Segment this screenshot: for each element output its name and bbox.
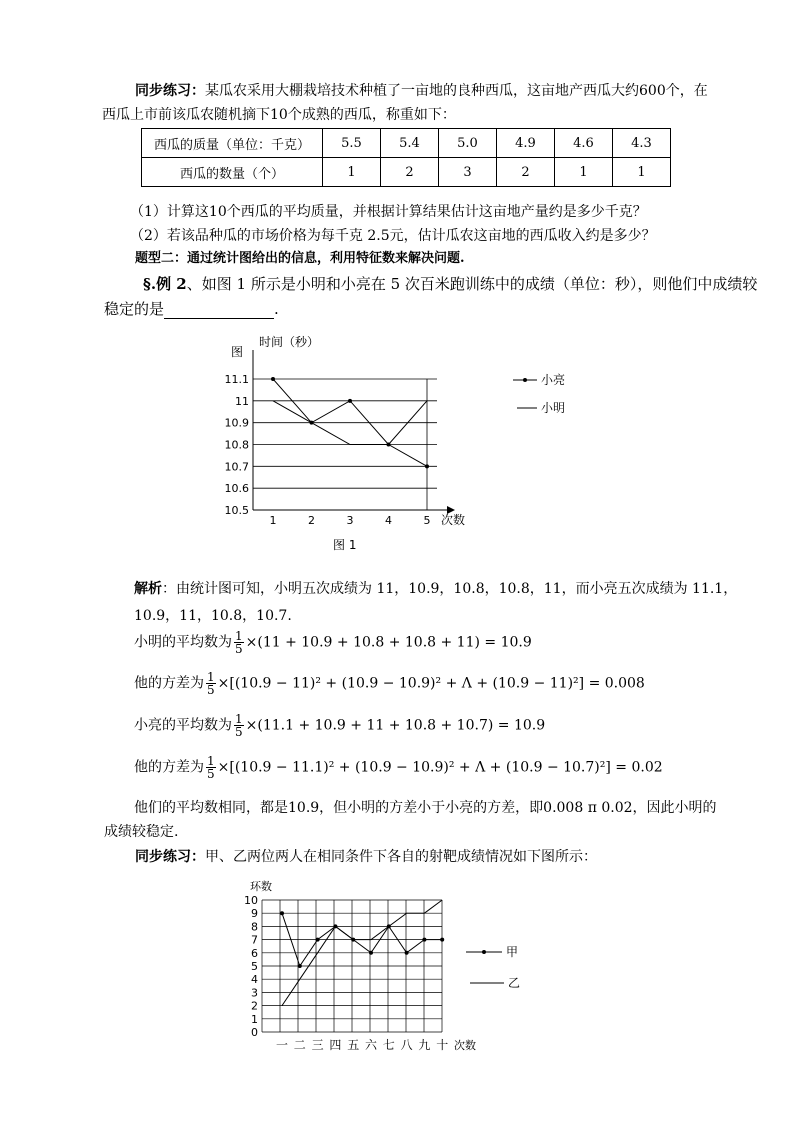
chart2-x-tick-label: 二	[293, 1038, 306, 1052]
chart2-point	[405, 951, 409, 955]
example2-end: .	[274, 300, 279, 318]
chart1-point	[271, 377, 275, 381]
chart2-y-tick-label: 4	[251, 973, 258, 987]
chart1-y-tick-label: 10.6	[224, 482, 249, 496]
chart1-grid	[253, 379, 437, 510]
chart2-x-tick-label: 四	[329, 1038, 342, 1052]
conclusion-line2: 成绩较稳定.	[104, 824, 179, 840]
chart2-y-tick-label: 1	[251, 1012, 258, 1026]
chart2-x-tick-label: 五	[347, 1038, 360, 1052]
conclusion-line1: 他们的平均数相同，都是10.9，但小明的方差小于小亮的方差，即0.008 π 0.02，因此小明的	[134, 800, 717, 816]
formula-3	[134, 713, 545, 738]
formula-2	[134, 671, 645, 696]
practice2-text: 甲、乙两位两人在相同条件下各自的射靶成绩情况如下图所示：	[205, 849, 597, 865]
formula-2-body: ×[(10.9 − 11)² + (10.9 − 10.9)² + Λ + (10.9 − 11)²] = 0.008	[217, 675, 645, 692]
chart2-point	[280, 911, 284, 915]
legend-label-jia: 甲	[506, 945, 519, 959]
chart2-x-tick-label: 三	[311, 1038, 324, 1052]
chart-figure-2	[240, 876, 540, 1056]
practice1-text1: 某瓜农采用大棚栽培技术种植了一亩地的良种西瓜，这亩地产西瓜大约600个，在	[205, 83, 708, 99]
fraction-den: 5	[235, 642, 243, 656]
table-cell: 3	[439, 158, 497, 187]
fraction-den: 5	[235, 725, 243, 739]
answer-blank	[164, 304, 274, 319]
table-row	[142, 129, 671, 158]
table-cell: 5.0	[439, 129, 497, 158]
fraction-num: 1	[207, 670, 215, 684]
chart1-x-ticks	[270, 514, 431, 527]
chart2-y-tick-label: 3	[251, 986, 258, 1000]
chart1-ylabel: 时间（秒）	[259, 335, 320, 349]
example-label: §.例 2	[143, 275, 187, 293]
chart2-x-tick-label: 十	[436, 1038, 449, 1052]
chart2-x-tick-label: 六	[364, 1038, 378, 1052]
chart2-ylabel: 环数	[250, 880, 272, 893]
chart1-caption: 图 1	[333, 538, 357, 552]
fraction-one-fifth	[206, 671, 216, 696]
formula-4-body: ×[(10.9 − 11.1)² + (10.9 − 10.9)² + Λ + (10.9 − 10.7)²] = 0.02	[217, 759, 663, 776]
chart1-y-tick-label: 10.8	[224, 438, 249, 452]
table-header: 西瓜的数量（个）	[142, 158, 323, 187]
chart1-x-tick-label: 5	[423, 514, 431, 527]
chart2-x-ticks	[276, 1037, 448, 1052]
fraction-one-fifth	[234, 713, 244, 738]
formula-1-body: ×(11 + 10.9 + 10.8 + 10.8 + 11) = 10.9	[245, 634, 532, 651]
chart1-x-tick-label: 4	[385, 514, 392, 527]
chart1-x-tick-label: 1	[269, 514, 277, 527]
chart2-point	[298, 964, 302, 968]
legend-label-xiaoming: 小明	[541, 401, 566, 415]
table-cell: 1	[613, 158, 671, 187]
practice1-line1	[135, 80, 708, 100]
chart2-point	[316, 938, 320, 942]
analysis-label: 解析	[134, 581, 162, 597]
fraction-one-fifth	[206, 755, 216, 780]
chart1-y-ticks	[225, 373, 250, 517]
fraction-num: 1	[235, 712, 243, 726]
table-header: 西瓜的质量（单位：千克）	[142, 129, 323, 158]
table-cell: 2	[497, 158, 555, 187]
chart2-x-tick-label: 七	[382, 1038, 395, 1052]
analysis-line1	[134, 578, 737, 598]
legend-label-xiaoliang: 小亮	[541, 373, 566, 387]
chart1-point	[348, 399, 352, 403]
table-cell: 4.3	[613, 129, 671, 158]
chart1-point	[425, 464, 429, 468]
example2-line2	[104, 298, 279, 319]
chart-figure-1	[215, 330, 615, 560]
melon-table	[141, 128, 671, 187]
table-cell: 1	[555, 158, 613, 187]
chart2-y-tick-label: 5	[251, 960, 258, 973]
chart2-grid	[262, 900, 442, 1032]
question-2: （2）若该品种瓜的市场价格为每千克 2.5元，估计瓜农这亩地的西瓜收入约是多少？	[130, 228, 656, 244]
chart1-xlabel: 次数	[441, 513, 466, 527]
chart2-x-tick-label: 一	[275, 1038, 289, 1052]
table-cell: 5.4	[381, 129, 439, 158]
chart2-point	[369, 951, 373, 955]
legend-marker-jia	[482, 950, 486, 954]
chart2-x-tick-label: 九	[418, 1038, 431, 1052]
fraction-one-fifth	[234, 630, 244, 655]
chart1-x-tick-label: 3	[346, 514, 354, 527]
chart2-y-tick-label: 10	[244, 894, 258, 907]
example2-line1	[143, 273, 757, 294]
practice-label: 同步练习：	[135, 83, 205, 99]
legend-marker-xiaoliang	[523, 378, 527, 382]
fraction-den: 5	[207, 767, 215, 781]
formula-4-prefix: 他的方差为	[134, 759, 204, 776]
table-cell: 5.5	[323, 129, 381, 158]
practice1-line2: 西瓜上市前该瓜农随机摘下10个成熟的西瓜，称重如下：	[102, 107, 456, 123]
chart1-axes	[253, 350, 455, 514]
table-cell: 4.6	[555, 129, 613, 158]
chart1-corner-label: 图	[231, 345, 244, 359]
formula-1-prefix: 小明的平均数为	[134, 634, 232, 651]
table-row	[142, 158, 671, 187]
fraction-den: 5	[207, 683, 215, 697]
chart1-y-tick-label: 10.7	[224, 460, 249, 474]
chart2-point	[440, 938, 444, 942]
practice-label: 同步练习：	[135, 849, 205, 865]
table-cell: 4.9	[497, 129, 555, 158]
chart1-y-tick-label: 11	[235, 394, 249, 408]
question-1: （1）计算这10个西瓜的平均质量，并根据计算结果估计这亩地产量约是多少千克？	[130, 204, 647, 220]
chart2-y-tick-label: 2	[251, 999, 258, 1013]
formula-3-body: ×(11.1 + 10.9 + 11 + 10.8 + 10.7) = 10.9	[245, 717, 546, 734]
chart1-y-tick-label: 11.1	[224, 373, 249, 386]
chart1-y-tick-label: 10.9	[224, 416, 249, 430]
fraction-num: 1	[235, 629, 243, 643]
chart2-y-ticks	[244, 894, 258, 1039]
example2-text1: 、如图 1 所示是小明和小亮在 5 次百米跑训练中的成绩（单位：秒），则他们中成绩较	[186, 275, 758, 293]
fraction-num: 1	[207, 754, 215, 768]
chart2-y-tick-label: 0	[251, 1026, 258, 1039]
chart2-x-tick-label: 八	[400, 1038, 413, 1052]
formula-4	[134, 755, 663, 780]
chart1-y-tick-label: 10.5	[224, 504, 249, 517]
formula-2-prefix: 他的方差为	[134, 675, 204, 692]
chart2-y-tick-label: 7	[251, 933, 258, 947]
legend-label-yi: 乙	[508, 976, 521, 990]
formula-1	[134, 630, 532, 655]
table-cell: 1	[323, 158, 381, 187]
formula-3-prefix: 小亮的平均数为	[134, 717, 232, 734]
practice2-line	[135, 846, 597, 866]
chart2-y-tick-label: 8	[251, 920, 258, 934]
analysis-text1: ：由统计图可知，小明五次成绩为 11，10.9，10.8，10.8，11，而小亮五次成绩为 11.1，	[162, 581, 738, 597]
example2-text2: 稳定的是	[104, 300, 165, 318]
analysis-line2: 10.9，11，10.8，10.7.	[134, 608, 292, 624]
topic-heading: 题型二：通过统计图给出的信息，利用特征数来解决问题.	[135, 251, 465, 266]
chart2-y-tick-label: 9	[251, 907, 258, 921]
chart1-x-tick-label: 2	[308, 514, 315, 527]
chart2-xlabel: 次数	[454, 1039, 476, 1052]
table-cell: 2	[381, 158, 439, 187]
chart2-y-tick-label: 6	[251, 946, 258, 960]
chart2-point	[422, 938, 426, 942]
